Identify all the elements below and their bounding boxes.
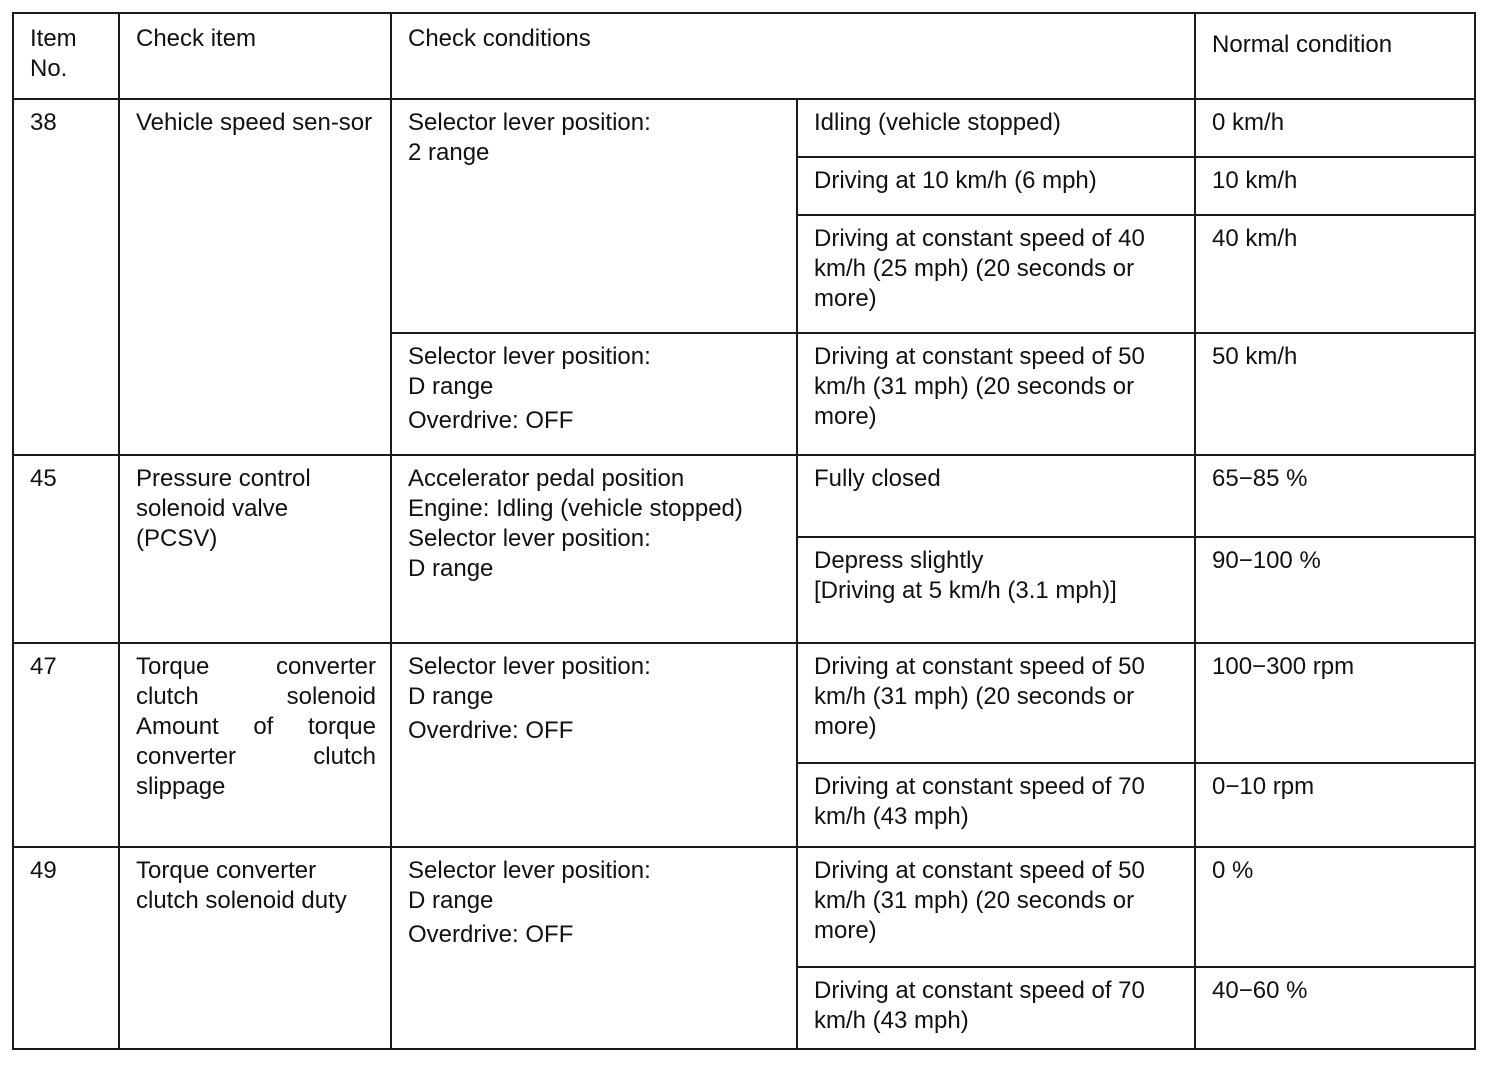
sub-condition-cell: Driving at constant speed of 50 km/h (31 mph) (20 seconds or more) [797, 333, 1195, 455]
header-row [13, 13, 1475, 99]
sub-condition-cell: Driving at constant speed of 70 km/h (43 mph) [797, 763, 1195, 847]
table-row [13, 847, 1475, 967]
normal-cell: 65−85 % [1195, 455, 1475, 537]
sub-condition-cell: Fully closed [797, 455, 1195, 537]
check-item-cell: Vehicle speed sen-sor [119, 99, 391, 455]
condition-line: D range [408, 887, 494, 914]
sub-condition-cell [797, 537, 1195, 643]
condition-line: Overdrive: OFF [408, 407, 574, 434]
condition-line: 2 range [408, 139, 490, 166]
sub-condition-cell: Driving at constant speed of 50 km/h (31 mph) (20 seconds or more) [797, 847, 1195, 967]
item-no-cell: 45 [13, 455, 119, 643]
condition-line: [Driving at 5 km/h (3.1 mph)] [814, 577, 1117, 604]
condition-line: D range [408, 373, 494, 400]
check-table [12, 12, 1476, 1050]
condition-line: Accelerator pedal position [408, 465, 685, 492]
header-check-item: Check item [119, 13, 391, 99]
condition-line: Selector lever position: [408, 653, 651, 680]
condition-cell [391, 643, 797, 847]
item-no-cell: 47 [13, 643, 119, 847]
condition-line: Depress slightly [814, 547, 984, 574]
condition-line: Selector lever position: [408, 343, 651, 370]
sub-condition-cell: Driving at constant speed of 70 km/h (43 mph) [797, 967, 1195, 1049]
check-item-cell: Torque converter clutch solenoid duty [119, 847, 391, 1049]
normal-cell: 90−100 % [1195, 537, 1475, 643]
normal-cell: 40−60 % [1195, 967, 1475, 1049]
normal-cell: 0 km/h [1195, 99, 1475, 157]
header-check-conditions: Check conditions [391, 13, 1195, 99]
condition-line: D range [408, 683, 494, 710]
condition-cell [391, 333, 797, 455]
header-normal-condition: Normal condition [1195, 13, 1475, 99]
normal-cell: 0−10 rpm [1195, 763, 1475, 847]
check-item-line: Amount of torque converter clutch slippage [136, 713, 376, 800]
table-row [13, 455, 1475, 537]
normal-cell: 100−300 rpm [1195, 643, 1475, 763]
normal-cell: 50 km/h [1195, 333, 1475, 455]
header-item-no: Item No. [13, 13, 119, 99]
check-item-line: Torque converter clutch solenoid [136, 653, 376, 710]
item-no-cell: 38 [13, 99, 119, 455]
normal-cell: 10 km/h [1195, 157, 1475, 215]
condition-cell [391, 455, 797, 643]
check-item-cell [119, 643, 391, 847]
normal-cell: 40 km/h [1195, 215, 1475, 333]
condition-line: Selector lever position: [408, 857, 651, 884]
normal-cell: 0 % [1195, 847, 1475, 967]
condition-line: Overdrive: OFF [408, 717, 574, 744]
condition-line: Selector lever position: [408, 109, 651, 136]
condition-line: D range [408, 555, 494, 582]
sub-condition-cell: Driving at constant speed of 50 km/h (31 mph) (20 seconds or more) [797, 643, 1195, 763]
table-row [13, 99, 1475, 157]
sub-condition-cell: Driving at 10 km/h (6 mph) [797, 157, 1195, 215]
condition-line: Engine: Idling (vehicle stopped) [408, 495, 743, 522]
condition-line: Overdrive: OFF [408, 921, 574, 948]
condition-cell [391, 99, 797, 333]
item-no-cell: 49 [13, 847, 119, 1049]
condition-cell [391, 847, 797, 1049]
table-row [13, 643, 1475, 763]
condition-line: Selector lever position: [408, 525, 651, 552]
sub-condition-cell: Driving at constant speed of 40 km/h (25 mph) (20 seconds or more) [797, 215, 1195, 333]
sub-condition-cell: Idling (vehicle stopped) [797, 99, 1195, 157]
check-item-cell: Pressure control solenoid valve (PCSV) [119, 455, 391, 643]
